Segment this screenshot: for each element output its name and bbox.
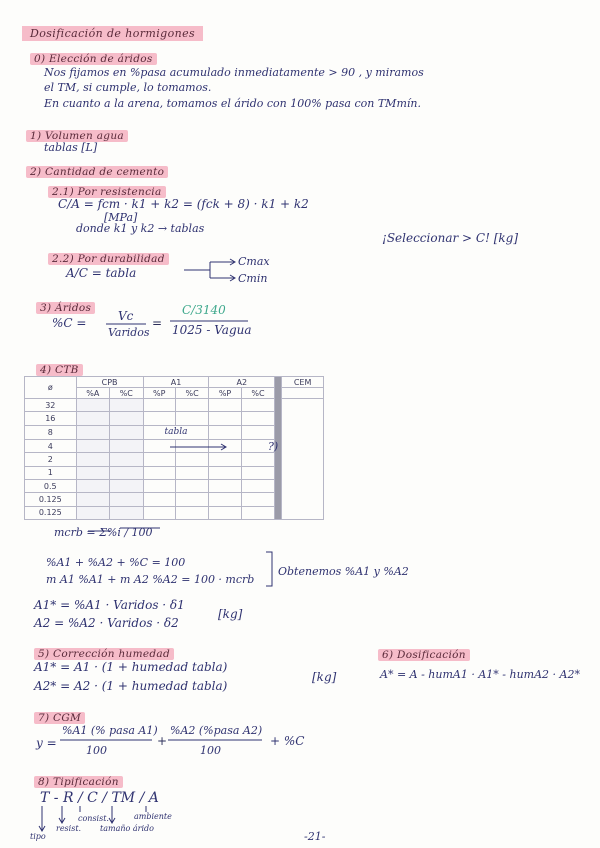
cgm-num-1: %A1 (% pasa A1) [62, 724, 158, 737]
cgm-den-2: 100 [200, 744, 221, 757]
page-title: Dosificación de hormigones [22, 22, 203, 41]
section-8-heading: 8) Tipificación [34, 770, 123, 789]
page-number: -21- [304, 830, 326, 843]
plus-sign: + [157, 734, 168, 748]
cgm-tail: + %C [270, 734, 305, 748]
aggregate-den-2: 1025 - Vagua [172, 323, 252, 337]
sieve-cell: 0.125 [25, 506, 77, 519]
obtain-note: Obtenemos %A1 y %A2 [278, 565, 409, 578]
k-constants-note: donde k1 y k2 → tablas [76, 222, 205, 235]
section-6-heading: 6) Dosificación [378, 643, 470, 662]
section-5-heading: 5) Corrección humedad [34, 642, 174, 661]
humidity-eq-2: A2* = A2 · (1 + humedad tabla) [34, 679, 228, 693]
sieve-cell: 1 [25, 466, 77, 479]
sub-p1: %P [143, 388, 175, 399]
cmax-label: Cmax [238, 255, 270, 268]
sieve-cell: 2 [25, 453, 77, 466]
label-consist: consist. [78, 814, 109, 823]
equals-sign: = [152, 316, 163, 330]
label-tipo: tipo [30, 832, 46, 841]
sub-c2: %C [241, 388, 275, 399]
select-greater-note: ¡Seleccionar > C! [kg] [382, 231, 519, 245]
sieve-cell: 8 [25, 425, 77, 440]
subsection-2-1: 2.1) Por resistencia [48, 180, 166, 199]
ctb-eq-1: %A1 + %A2 + %C = 100 [46, 556, 186, 569]
mpa-unit: [MPa] [104, 211, 138, 224]
section-0-line-3: En cuanto a la arena, tomamos el árido con 100% pasa con TMmín. [44, 97, 421, 110]
group-cpb: CPB [76, 377, 143, 388]
group-a1: A1 [143, 377, 209, 388]
label-resist: resist. [56, 824, 82, 833]
sub-p2: %P [209, 388, 241, 399]
humidity-eq-1: A1* = A1 · (1 + humedad tabla) [34, 660, 228, 674]
sub-c1: %C [175, 388, 209, 399]
label-tamano: tamaño árido [100, 824, 154, 833]
sub-a: %A [76, 388, 109, 399]
section-0-line-2: el TM, si cumple, lo tomamos. [44, 81, 212, 94]
sieve-cell: 16 [25, 412, 77, 425]
resistance-formula: C/A = fcm · k1 + k2 = (fck + 8) · k1 + k2 [58, 197, 309, 211]
cgm-lhs: y = [36, 736, 57, 750]
ctb-eq-2: m A1 %A1 + m A2 %A2 = 100 · mcrb [46, 573, 255, 586]
group-a2: A2 [209, 377, 275, 388]
ctb-eq-4: A2 = %A2 · Varidos · δ2 [34, 616, 179, 630]
sieve-cell: 32 [25, 399, 77, 412]
table-note: tabla [143, 425, 209, 440]
aggregate-den-1: Varidos [108, 326, 150, 339]
group-cem: CEM [282, 377, 324, 388]
sieve-header: ø [25, 377, 77, 399]
section-7-heading: 7) CGM [34, 706, 85, 725]
dosage-eq: A* = A - humA1 · A1* - humA2 · A2* [380, 668, 580, 681]
sieve-cell: 0.125 [25, 493, 77, 506]
label-ambiente: ambiente [134, 812, 172, 821]
mcrb-formula: mcrb = Σ%i / 100 [54, 526, 153, 539]
section-1-text: tablas [L] [44, 141, 98, 154]
durability-formula: A/C = tabla [66, 266, 137, 280]
bracket-note: ?) [268, 440, 279, 453]
aggregate-lhs: %C = [52, 316, 87, 330]
ctb-eq-3: A1* = %A1 · Varidos · δ1 [34, 598, 185, 612]
aggregate-num-2: C/3140 [182, 303, 226, 317]
section-0-heading: 0) Elección de áridos [30, 47, 157, 66]
section-2-heading: 2) Cantidad de cemento [26, 160, 168, 179]
sieve-cell: 4 [25, 440, 77, 453]
section-3-heading: 3) Áridos [36, 296, 95, 315]
sieve-cell: 0.5 [25, 480, 77, 493]
section-1-heading: 1) Volumen agua [26, 124, 128, 143]
cgm-den-1: 100 [86, 744, 107, 757]
section-4-heading: 4) CTB [36, 358, 83, 377]
cgm-num-2: %A2 (%pasa A2) [170, 724, 263, 737]
aggregate-num-1: Vc [118, 309, 134, 323]
ctb-unit: [kg] [218, 607, 243, 621]
cmin-label: Cmin [238, 272, 268, 285]
subsection-2-2: 2.2) Por durabilidad [48, 247, 169, 266]
classification-code: T - R / C / TM / A [40, 790, 159, 806]
section-0-line-1: Nos fijamos en %pasa acumulado inmediatamente > 90 , y miramos [44, 66, 424, 79]
humidity-unit: [kg] [312, 670, 337, 684]
sub-c: %C [109, 388, 143, 399]
